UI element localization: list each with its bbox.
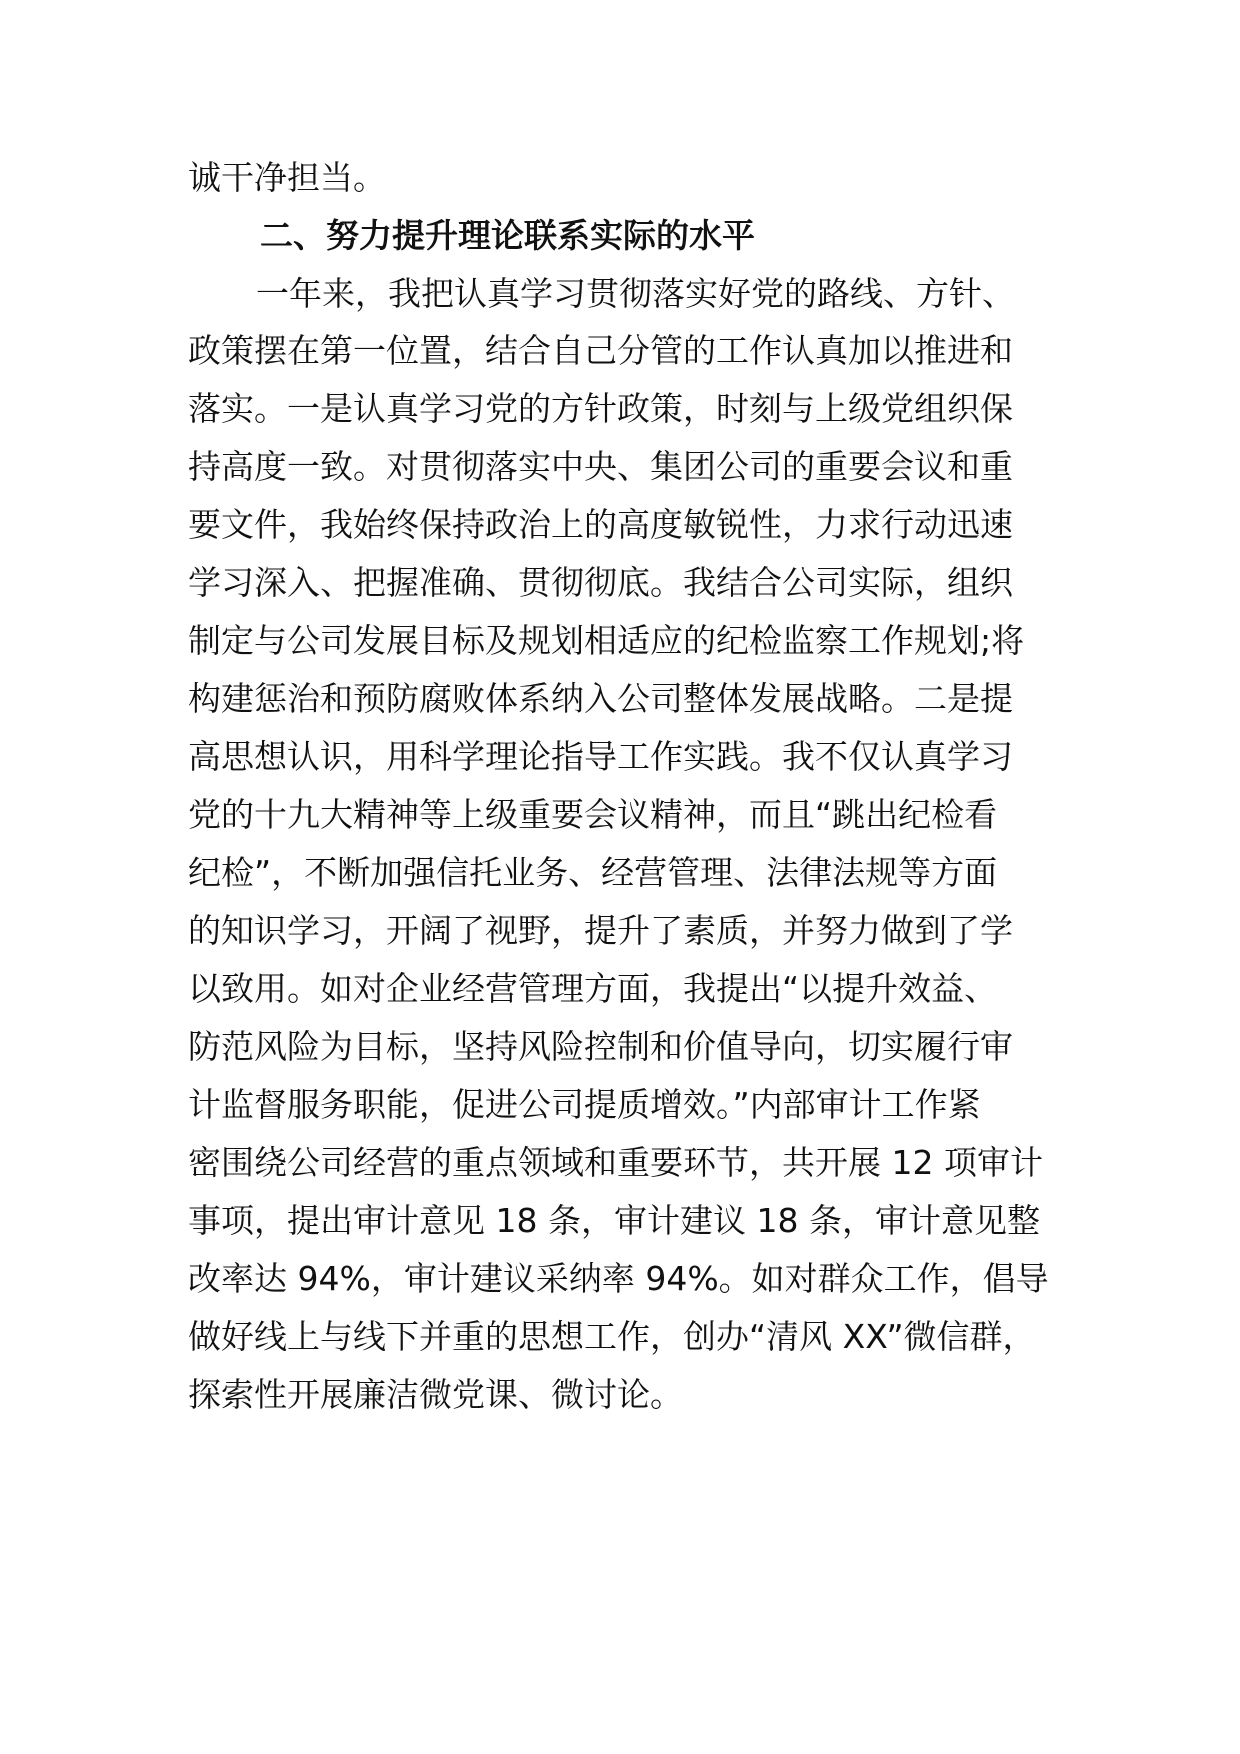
text-line: 的知识学习，开阔了视野，提升了素质，并努力做到了学 [188,911,1013,950]
text-line: 事项，提出审计意见 18 条，审计建议 18 条，审计意见整 [188,1201,1040,1240]
text-line: 探索性开展廉洁微党课、微讨论。 [188,1375,683,1414]
text-line: 学习深入、把握准确、贯彻彻底。我结合公司实际，组织 [188,563,1013,602]
text-line: 诚干净担当。 [188,158,386,197]
text-line: 制定与公司发展目标及规划相适应的纪检监察工作规划;将 [188,621,1025,660]
text-line: 党的十九大精神等上级重要会议精神，而且“跳出纪检看 [188,795,998,834]
text-line: 改率达 94%，审计建议采纳率 94%。如对群众工作，倡导 [188,1259,1049,1298]
text-line: 要文件，我始终保持政治上的高度敏锐性，力求行动迅速 [188,505,1013,544]
text-line: 防范风险为目标，坚持风险控制和价值导向，切实履行审 [188,1027,1013,1066]
text-line: 落实。一是认真学习党的方针政策，时刻与上级党组织保 [188,389,1013,428]
text-line: 持高度一致。对贯彻落实中央、集团公司的重要会议和重 [188,447,1013,486]
section-heading: 二、努力提升理论联系实际的水平 [260,216,755,255]
text-line: 一年来，我把认真学习贯彻落实好党的路线、方针、 [256,274,1015,313]
text-line: 计监督服务职能，促进公司提质增效。”内部审计工作紧 [188,1085,981,1124]
text-line: 高思想认识，用科学理论指导工作实践。我不仅认真学习 [188,737,1013,776]
text-line: 构建惩治和预防腐败体系纳入公司整体发展战略。二是提 [188,679,1013,718]
text-line: 以致用。如对企业经营管理方面，我提出“以提升效益、 [188,969,998,1008]
text-line: 纪检”，不断加强信托业务、经营管理、法律法规等方面 [188,853,998,892]
text-line: 做好线上与线下并重的思想工作，创办“清风 XX”微信群， [188,1317,1036,1356]
text-line: 密围绕公司经营的重点领域和重要环节，共开展 12 项审计 [188,1143,1043,1182]
text-line: 政策摆在第一位置，结合自己分管的工作认真加以推进和 [188,331,1013,370]
